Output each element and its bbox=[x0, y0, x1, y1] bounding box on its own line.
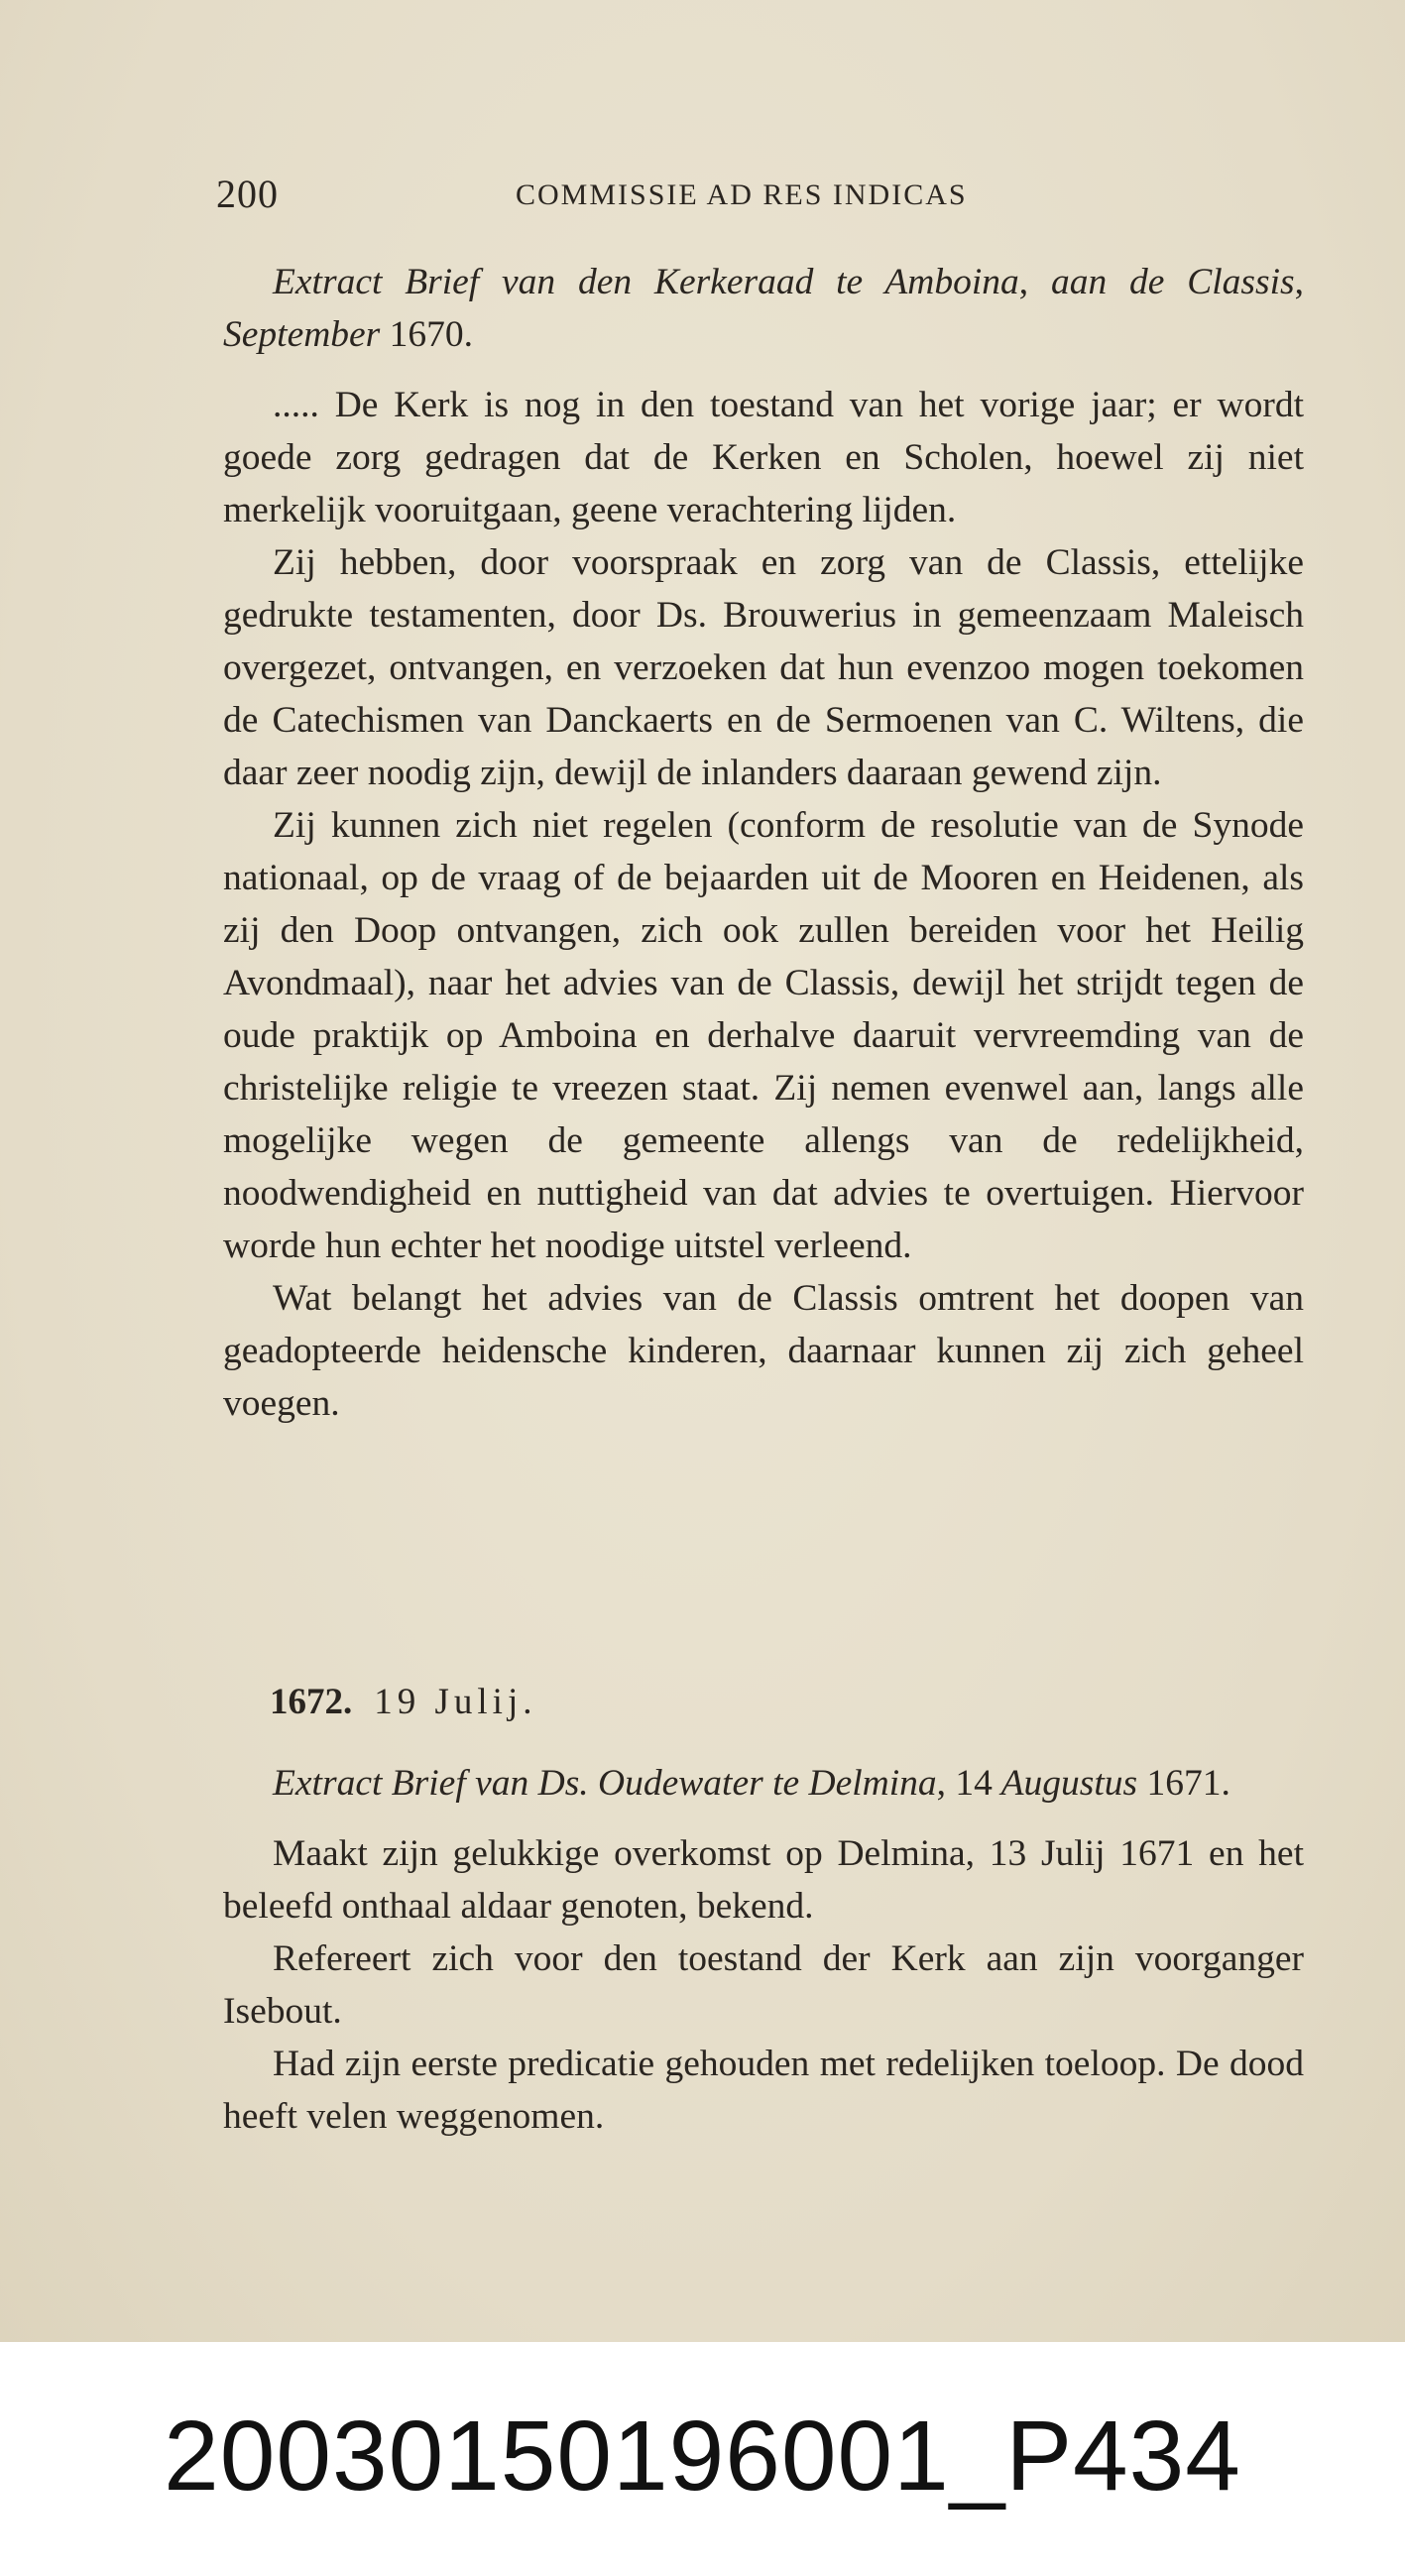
section-2-heading-year: 1671. bbox=[1146, 1763, 1230, 1804]
section-2-heading-month: Augustus bbox=[1000, 1763, 1138, 1804]
section-2-heading-title: Extract Brief van Ds. Oudewater te Delmina bbox=[273, 1763, 937, 1804]
dateline bbox=[270, 1681, 537, 1723]
section-1-heading-year: 1670. bbox=[389, 314, 474, 355]
section-2-paragraph: Refereert zich voor den toestand der Kerk aan zijn voorganger Isebout. bbox=[223, 1938, 1304, 2032]
section-1-paragraph: Wat belangt het advies van de Classis omtrent het doopen van geadopteerde heidensche kinderen, daarnaar kunnen zij zich geheel voegen. bbox=[223, 1278, 1304, 1424]
section-2-paragraph: Had zijn eerste predicatie gehouden met redelijken toeloop. De dood heeft velen weggenomen. bbox=[223, 2044, 1304, 2137]
page-number: 200 bbox=[216, 172, 279, 216]
section-2-heading-day: 14 bbox=[955, 1763, 993, 1804]
scan-identifier: 20030150196001_P434 bbox=[164, 2400, 1241, 2512]
section-1-heading-month: September bbox=[223, 314, 381, 355]
section-1-paragraph: Zij hebben, door voorspraak en zorg van de Classis, ettelijke gedrukte testamenten, door Ds. Brouwerius in gemeenzaam Maleisch overgezet, ontvangen, en verzoeken dat hun evenzoo mogen toekomen de Catechismen van Danckaerts en de Sermoenen van C. Wiltens, die daar zeer noodig zijn, dewijl de inlanders daaraan gewend zijn. bbox=[223, 542, 1304, 793]
section-2-paragraph: Maakt zijn gelukkige overkomst op Delmina, 13 Julij 1671 en het beleefd onthaal aldaar genoten, bekend. bbox=[223, 1833, 1304, 1927]
section-2-heading: Extract Brief van Ds. Oudewater te Delmina, 14 Augustus 1671. bbox=[273, 1763, 1230, 1804]
section-1 bbox=[223, 256, 1304, 1430]
dateline-date: 19 Julij. bbox=[374, 1682, 537, 1722]
section-1-paragraph: ..... De Kerk is nog in den toestand van het vorige jaar; er wordt goede zorg gedragen dat de Kerken en Scholen, hoewel zij niet merkelijk vooruitgaan, geene verachtering lijden. bbox=[223, 385, 1304, 530]
section-2 bbox=[223, 1757, 1304, 2143]
running-head: COMMISSIE AD RES INDICAS bbox=[516, 178, 968, 211]
section-1-paragraph: Zij kunnen zich niet regelen (conform de resolutie van de Synode nationaal, op de vraag of de bejaarden uit de Mooren en Heidenen, als zij den Doop ontvangen, zich ook zullen bereiden voor het Heilig Avondmaal), naar het advies van de Classis, dewijl het strijdt tegen de oude praktijk op Amboina en derhalve daaruit vervreemding van de christelijke religie te vreezen staat. Zij nemen evenwel aan, langs alle mogelijke wegen de gemeente allengs van de redelijkheid, noodwendigheid en nuttigheid van dat advies te overtuigen. Hiervoor worde hun echter het noodige uitstel verleend. bbox=[223, 805, 1304, 1266]
section-1-heading-recipient: aan de Classis bbox=[1050, 262, 1295, 302]
section-1-heading: Extract Brief van den Kerkeraad te Amboina, aan de Classis, September 1670. bbox=[223, 262, 1304, 355]
section-1-heading-title: Extract Brief van den Kerkeraad te Amboina bbox=[273, 262, 1019, 302]
dateline-year: 1672. bbox=[270, 1682, 353, 1722]
